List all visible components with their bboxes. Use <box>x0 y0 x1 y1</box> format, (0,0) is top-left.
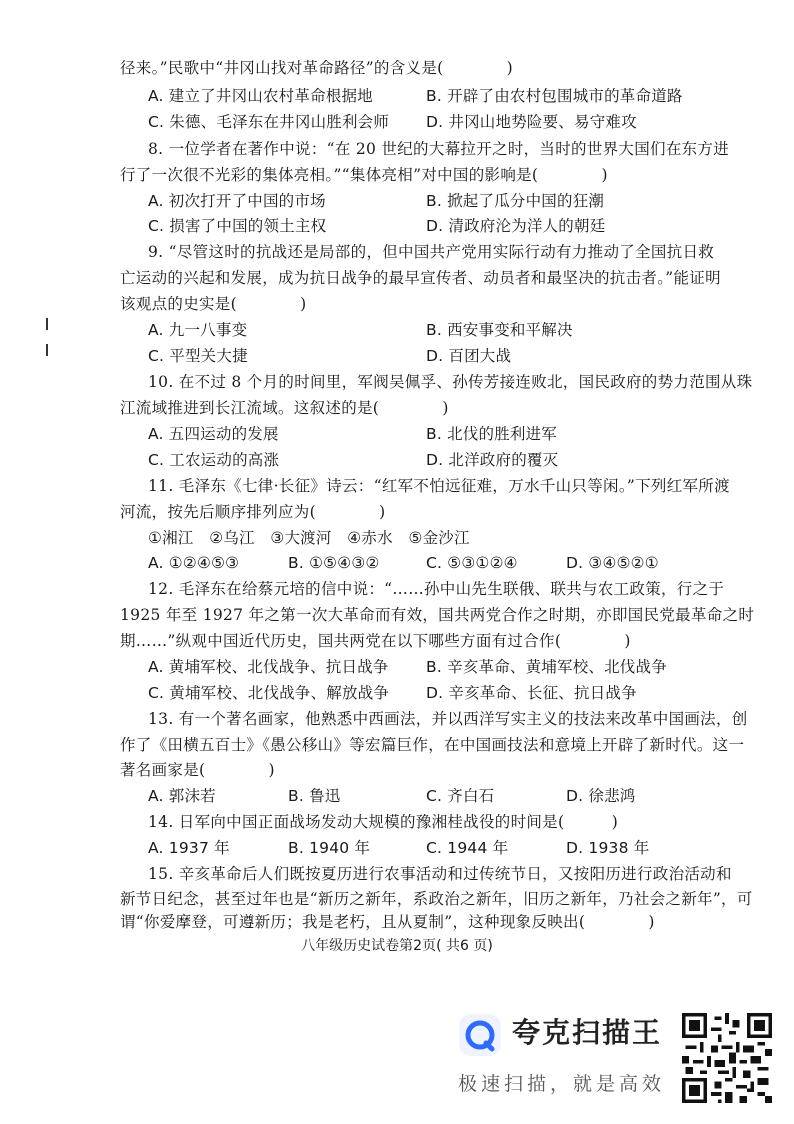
question-stem: 10. 在不过 8 个月的时间里，军阀吴佩孚、孙传芳接连败北，国民政府的势力范围从珠 <box>148 373 753 391</box>
option-c: C. 工农运动的高涨 <box>148 451 280 469</box>
option-b: B. 开辟了由农村包围城市的革命道路 <box>426 87 683 105</box>
option-c: C. 朱德、毛泽东在井冈山胜利会师 <box>148 113 390 131</box>
option-d: D. 百团大战 <box>426 347 512 365</box>
option-d: D. ③④⑤②① <box>566 554 659 572</box>
question-stem: 河流，按先后顺序排列应为( ) <box>120 503 386 521</box>
option-d: D. 清政府沦为洋人的朝廷 <box>426 217 606 235</box>
option-d: D. 徐悲鸿 <box>566 787 636 805</box>
option-b: B. 掀起了瓜分中国的狂潮 <box>426 192 605 210</box>
option-a: A. 九一八事变 <box>148 321 248 339</box>
option-c: C. 平型关大捷 <box>148 347 248 365</box>
option-b: B. 辛亥革命、黄埔军校、北伐战争 <box>426 658 667 676</box>
option-c: C. 1944 年 <box>426 839 509 857</box>
qr-code-icon <box>682 1013 772 1103</box>
question-stem: 谓“你爱摩登，可遵新历；我是老朽，且从夏制”，这种现象反映出( ) <box>120 913 655 931</box>
watermark-subtitle: 极速扫描，就是高效 <box>458 1073 666 1095</box>
option-d: D. 1938 年 <box>566 839 650 857</box>
river-list: ①湘江 ②乌江 ③大渡河 ④赤水 ⑤金沙江 <box>148 529 470 547</box>
scanner-logo-icon <box>458 1013 502 1057</box>
question-stem: 1925 年至 1927 年之第一次大革命而有效，国共两党合作之时期，亦即国民党最革命之时 <box>120 606 755 624</box>
watermark-title: 夸克扫描王 <box>512 1016 663 1049</box>
option-a: A. 五四运动的发展 <box>148 425 279 443</box>
option-a: A. 建立了井冈山农村革命根据地 <box>148 87 373 105</box>
option-a: A. 1937 年 <box>148 839 230 857</box>
question-stem: 该观点的史实是( ) <box>120 295 307 313</box>
question-stem: 新节日纪念，甚至过年也是“新历之新年，系政治之新年，旧历之新年，乃社会之新年”，可 <box>120 890 753 908</box>
question-stem: 径来。”民歌中“井冈山找对革命路径”的含义是( ) <box>120 59 514 77</box>
question-stem: 14. 日军向中国正面战场发动大规模的豫湘桂战役的时间是( ) <box>148 813 619 831</box>
question-stem: 8. 一位学者在著作中说：“在 20 世纪的大幕拉开之时，当时的世界大国们在东方进 <box>148 140 730 158</box>
question-stem: 15. 辛亥革命后人们既按夏历进行农事活动和过传统节日，又按阳历进行政治活动和 <box>148 865 732 883</box>
question-stem: 行了一次很不光彩的集体亮相。”“集体亮相”对中国的影响是( ) <box>120 166 608 184</box>
option-c: C. 黄埔军校、北伐战争、解放战争 <box>148 684 390 702</box>
option-b: B. 北伐的胜利进军 <box>426 425 557 443</box>
question-stem: 11. 毛泽东《七律·长征》诗云：“红军不怕远征难，万水千山只等闲。”下列红军所渡 <box>148 477 730 495</box>
question-stem: 作了《田横五百士》《愚公移山》等宏篇巨作，在中国画技法和意境上开辟了新时代。这一 <box>120 736 745 754</box>
option-b: B. ①⑤④③② <box>288 554 380 572</box>
option-b: B. 西安事变和平解决 <box>426 321 573 339</box>
option-a: A. 黄埔军校、北伐战争、抗日战争 <box>148 658 389 676</box>
page-footer: 八年级历史试卷第2页( 共6 页) <box>301 938 493 954</box>
option-c: C. 损害了中国的领土主权 <box>148 217 327 235</box>
question-stem: 期……”纵观中国近代历史，国共两党在以下哪些方面有过合作( ) <box>120 632 631 650</box>
question-stem: 江流域推进到长江流域。这叙述的是( ) <box>120 399 449 417</box>
option-a: A. ①②④⑤③ <box>148 554 240 572</box>
option-d: D. 井冈山地势险要、易守难攻 <box>426 113 637 131</box>
option-d: D. 北洋政府的覆灭 <box>426 451 559 469</box>
question-stem: 亡运动的兴起和发展，成为抗日战争的最早宣传者、动员者和最坚决的抗击者。”能证明 <box>120 269 721 287</box>
scan-mark <box>46 318 48 330</box>
option-b: B. 鲁迅 <box>288 787 341 805</box>
option-c: C. ⑤③①②④ <box>426 554 518 572</box>
question-stem: 著名画家是( ) <box>120 761 275 779</box>
question-stem: 12. 毛泽东在给蔡元培的信中说：“……孙中山先生联俄、联共与农工政策，行之于 <box>148 580 725 598</box>
option-a: A. 郭沫若 <box>148 787 216 805</box>
option-a: A. 初次打开了中国的市场 <box>148 192 326 210</box>
option-b: B. 1940 年 <box>288 839 371 857</box>
scan-mark <box>46 344 48 356</box>
option-d: D. 辛亥革命、长征、抗日战争 <box>426 684 637 702</box>
question-stem: 13. 有一个著名画家，他熟悉中西画法，并以西洋写实主义的技法来改革中国画法，创 <box>148 710 748 728</box>
question-stem: 9. “尽管这时的抗战还是局部的，但中国共产党用实际行动有力推动了全国抗日救 <box>148 243 715 261</box>
option-c: C. 齐白石 <box>426 787 495 805</box>
